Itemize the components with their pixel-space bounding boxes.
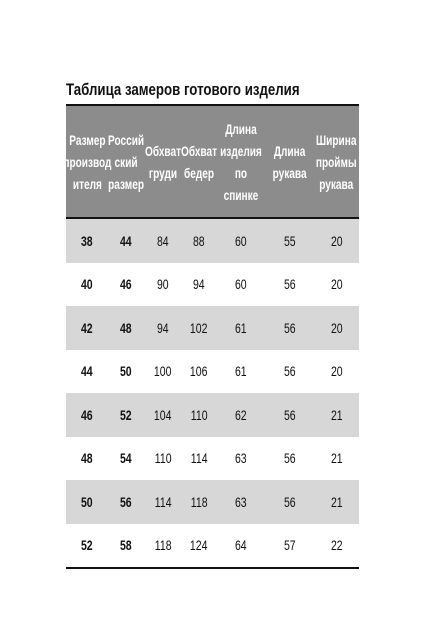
cell-chest: 118 [154,537,172,554]
cell-hips: 124 [190,537,208,554]
cell-chest: 100 [154,363,172,380]
cell-manufacturer-size: 44 [81,363,93,380]
cell-back-length: 60 [235,276,247,293]
cell-sleeve-length: 56 [284,450,296,467]
cell-armhole-width: 20 [330,276,343,293]
cell-back-length: 61 [235,319,247,336]
cell-hips: 114 [190,450,208,467]
cell-back-length: 64 [235,537,247,554]
cell-hips: 94 [193,276,205,293]
cell-back-length: 60 [235,232,247,249]
cell-hips: 106 [190,363,208,380]
header-cell-hips: Обхват бедер [180,142,218,181]
cell-sleeve-length: 56 [284,363,296,380]
table-row [66,524,359,568]
header-cell-sleeve-length: Длина рукава [273,142,307,181]
cell-chest: 110 [154,450,172,467]
table-header [62,106,359,219]
cell-back-length: 62 [235,406,247,423]
cell-russian-size: 48 [120,319,132,336]
table-title: Таблица замеров готового изделия [66,80,300,99]
cell-russian-size: 50 [120,363,132,380]
cell-sleeve-length: 56 [284,276,296,293]
cell-hips: 88 [193,232,205,249]
header-cell-armhole-width: Ширина проймы рукава [316,131,357,192]
cell-russian-size: 52 [120,406,132,423]
cell-sleeve-length: 55 [284,232,296,249]
table-row [66,263,359,307]
header-cell-manufacturer-size: Размер производ ителя [62,131,112,192]
cell-back-length: 63 [235,450,247,467]
table-row [66,219,359,263]
header-cell-back-length: Длина изделия по спинке [220,120,262,203]
cell-manufacturer-size: 48 [81,450,93,467]
cell-armhole-width: 22 [330,537,343,554]
bottom-rule [66,567,359,569]
cell-chest: 104 [154,406,172,423]
size-table [62,104,359,569]
cell-russian-size: 54 [120,450,132,467]
cell-armhole-width: 20 [330,319,343,336]
cell-russian-size: 56 [120,493,132,510]
cell-sleeve-length: 56 [284,493,296,510]
cell-chest: 114 [154,493,172,510]
cell-sleeve-length: 56 [284,406,296,423]
cell-armhole-width: 20 [330,363,343,380]
cell-russian-size: 44 [120,232,132,249]
cell-armhole-width: 20 [330,232,343,249]
cell-manufacturer-size: 52 [81,537,93,554]
header-cell-chest: Обхват груди [144,142,182,181]
cell-sleeve-length: 57 [284,537,296,554]
cell-russian-size: 58 [120,537,132,554]
cell-manufacturer-size: 46 [81,406,93,423]
cell-sleeve-length: 56 [284,319,296,336]
table-row [66,480,359,524]
cell-manufacturer-size: 38 [81,232,93,249]
cell-chest: 94 [157,319,169,336]
table-row [66,393,359,437]
cell-manufacturer-size: 50 [81,493,93,510]
cell-back-length: 61 [235,363,247,380]
table-row [66,306,359,350]
cell-hips: 102 [190,319,208,336]
cell-russian-size: 46 [120,276,132,293]
cell-chest: 90 [157,276,169,293]
cell-armhole-width: 21 [330,406,343,423]
cell-manufacturer-size: 42 [81,319,93,336]
cell-hips: 110 [190,406,208,423]
cell-armhole-width: 21 [330,493,343,510]
cell-chest: 84 [157,232,169,249]
cell-back-length: 63 [235,493,247,510]
cell-manufacturer-size: 40 [81,276,93,293]
table-row [66,437,359,481]
table-row [66,350,359,394]
cell-armhole-width: 21 [330,450,343,467]
header-cell-russian-size: Россий ский размер [107,131,145,192]
cell-hips: 118 [190,493,208,510]
